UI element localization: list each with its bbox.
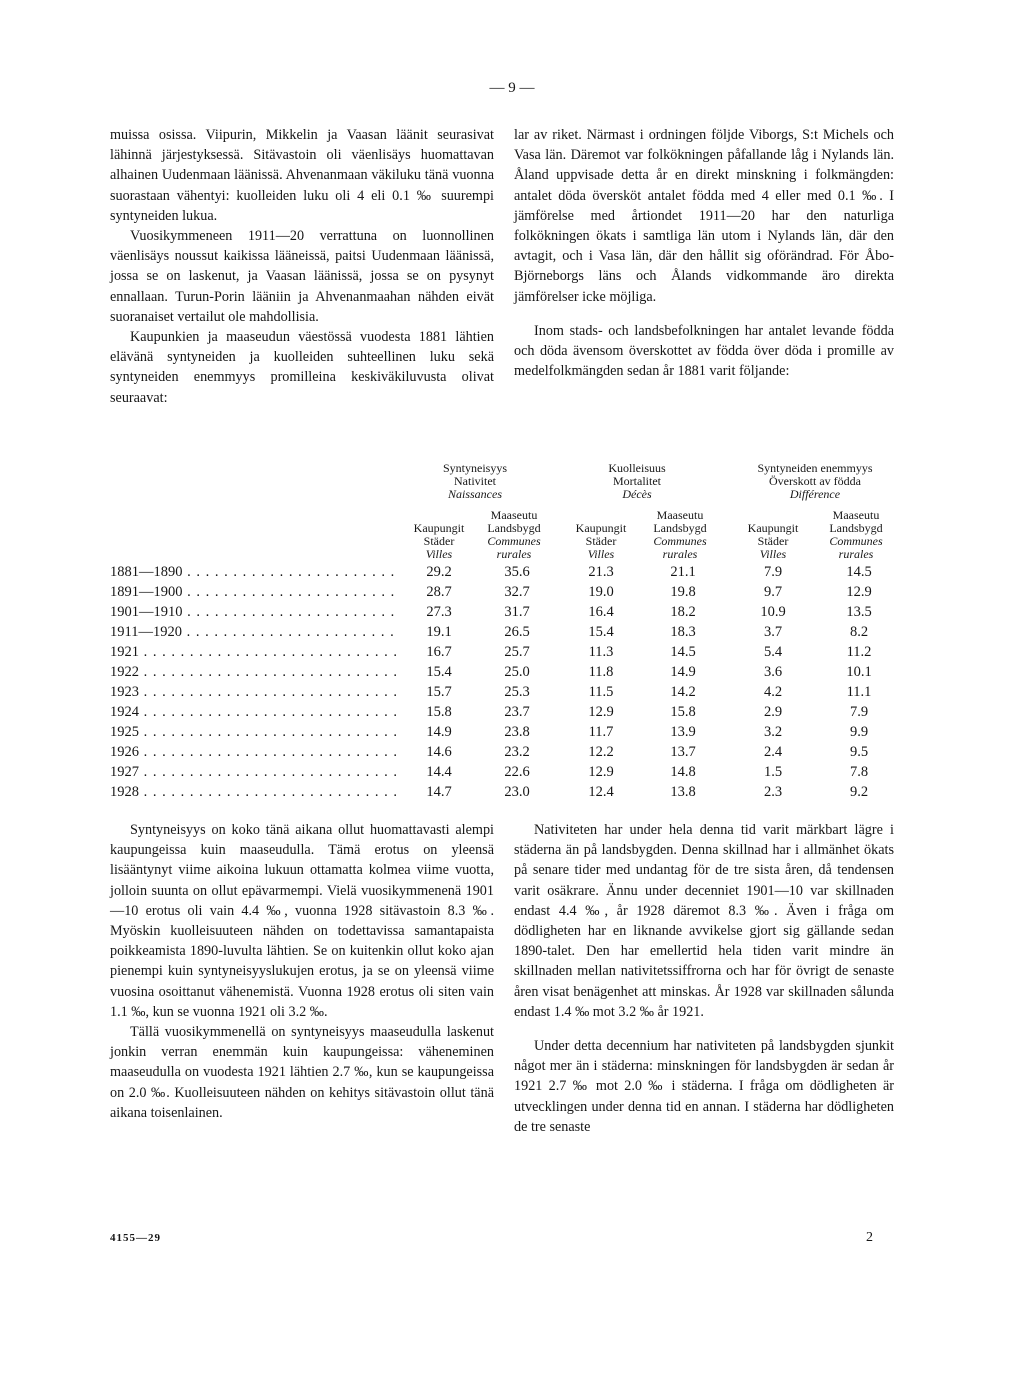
paragraph: Inom stads- och landsbefolkningen har antalet levande födda och döda ävensom överskottet av födda över döda i promille av medelfolkmängden sedan år 1881 varit följande:: [514, 322, 894, 380]
table-row: [110, 622, 900, 642]
paragraph: muissa osissa. Viipurin, Mikkelin ja Vaasan läänit seurasivat lähinnä järjestyksessä. Sitävastoin oli väenlisäys huomattavan alhainen Uudenmaan läänissä. Ahvenanmaan väkiluku tänä vuonna suorastaan vähentyi: kuolleiden luku oli 4 eli 0.1 ‰ suurempi syntyneiden lukua.: [110, 127, 494, 224]
swedish-intro-column: [514, 125, 894, 381]
table-row: [110, 682, 900, 702]
table-row: [110, 562, 900, 582]
table-cell: 19.8: [670, 584, 696, 600]
paragraph: lar av riket. Närmast i ordningen följde Viborgs, S:t Michels och Vasa län. Däremot var folkökningen påfallande låg i Nylands län. Åland uppvisade detta år en direkt minskning i folkmängden: antalet döda översköt antalet födda med 4 eller med 0.1 ‰. I jämförelse med årtiondet 1911—20 har den naturliga folkökningen ökats i samtliga län utom i Nylands län, där den avtagit, och i Vasa län, där den hållit sig oförändrad. För Åbo-Björneborgs läns och Ålands vidkommande äro direkta jämförelser icke möjliga.: [514, 127, 894, 305]
table-row: [110, 742, 900, 762]
table-cell: 4.2: [763, 684, 783, 700]
subheader-urban: Kaupungit Städer Villes: [413, 521, 465, 561]
table-cell: 35.6: [504, 564, 530, 580]
table-cell: 3.6: [763, 664, 783, 680]
table-row: [110, 722, 900, 742]
table-cell: 9.2: [849, 784, 869, 800]
table-cell: 8.2: [849, 624, 869, 640]
table-cell: 11.1: [846, 684, 872, 700]
table-row: [110, 582, 900, 602]
table-row: [110, 662, 900, 682]
table-cell: 14.5: [846, 564, 872, 580]
table-cell: 14.8: [670, 764, 696, 780]
header-natality: Syntyneisyys Nativitet Naissances: [442, 461, 507, 501]
table-cell: 7.9: [849, 704, 869, 720]
table-cell: 5.4: [763, 644, 783, 660]
table-cell: 15.4: [588, 624, 614, 640]
table-cell: 11.2: [846, 644, 872, 660]
table-cell: 23.7: [504, 704, 530, 720]
table-cell: 15.4: [426, 664, 452, 680]
table-cell: 23.0: [504, 784, 530, 800]
row-label: 1922 . . .: [110, 662, 400, 682]
sheet-number: 2: [866, 1230, 873, 1245]
table-cell: 14.4: [426, 764, 452, 780]
table-cell: 7.8: [849, 764, 869, 780]
table-cell: 12.2: [588, 744, 614, 760]
row-label: 1924 . . .: [110, 702, 400, 722]
row-label: 1928 . . .: [110, 782, 400, 802]
table-row: [110, 762, 900, 782]
table-cell: 12.9: [588, 764, 614, 780]
table-cell: 23.8: [504, 724, 530, 740]
row-label: 1923 . . .: [110, 682, 400, 702]
subheader-rural: Maaseutu Landsbygd Communes rurales: [653, 508, 707, 561]
table-cell: 2.9: [763, 704, 783, 720]
row-label: 1925 . . .: [110, 722, 400, 742]
table-cell: 13.5: [846, 604, 872, 620]
table-cell: 14.6: [426, 744, 452, 760]
table-cell: 26.5: [504, 624, 530, 640]
table-cell: 25.0: [504, 664, 530, 680]
table-cell: 31.7: [504, 604, 530, 620]
table-cell: 15.8: [670, 704, 696, 720]
table-cell: 21.3: [588, 564, 614, 580]
table-cell: 11.3: [588, 644, 614, 660]
table-cell: 22.6: [504, 764, 530, 780]
table-cell: 12.9: [588, 704, 614, 720]
table-cell: 14.2: [670, 684, 696, 700]
subheader-rural: Maaseutu Landsbygd Communes rurales: [829, 508, 883, 561]
table-cell: 11.5: [588, 684, 614, 700]
table-cell: 12.9: [846, 584, 872, 600]
paragraph: Tällä vuosikymmenellä on syntyneisyys maaseudulla laskenut jonkin verran enemmän kuin kaupungeissa: väheneminen maaseudulla on vuodesta 1921 lähtien 2.7 ‰, kun se kaupungeissa on 2.0 ‰. Kuolleisuuteen nähden on kehitys sitävastoin ollut tänä aikana toisenlainen.: [110, 1024, 494, 1121]
table-cell: 9.5: [849, 744, 869, 760]
table-cell: 11.7: [588, 724, 614, 740]
print-code: 4155—29: [110, 1232, 161, 1244]
header-difference: Syntyneiden enemmyys Överskott av födda Différence: [757, 461, 873, 501]
paragraph: Vuosikymmeneen 1911—20 verrattuna on luonnollinen väenlisäys noussut kaikissa lääneissä, paitsi Uudenmaan läänissä, jossa se on laskenut, ja Vaasan läänissä, jossa se on pysynyt ennallaan. Turun-Porin lääniin ja Ahvenanmaahan nähden eivät suoranaiset vertailut ole mahdollisia.: [110, 228, 494, 325]
subheader-rural: Maaseutu Landsbygd Communes rurales: [487, 508, 541, 561]
table-cell: 32.7: [504, 584, 530, 600]
table-cell: 10.1: [846, 664, 872, 680]
table-cell: 14.5: [670, 644, 696, 660]
paragraph: Nativiteten har under hela denna tid varit märkbart lägre i städerna än på landsbygden. Denna skillnad har i allmänhet ökats på senare tider med undantag för de tre sista åren, då tendensen varit osäkrare. Ännu under decenniet 1901—10 var skillnaden endast 4.4 ‰, år 1928 däremot 8.3 ‰. Även i fråga om dödligheten har en liknande avvikelse gjort sig gällande sedan 1890-talet. Den har emellertid hela tiden varit mindre än skillnaden mellan nativitetssiffrorna och har för övrigt de senaste åren visat benägenhet att minskas. År 1928 var skillnaden sålunda endast 1.4 ‰ mot 3.2 ‰ år 1921.: [514, 822, 894, 1020]
finnish-intro-column: [110, 125, 494, 408]
row-label: 1926 . . .: [110, 742, 400, 762]
table-cell: 19.1: [426, 624, 452, 640]
table-cell: 1.5: [763, 764, 783, 780]
table-cell: 10.9: [760, 604, 786, 620]
table-cell: 9.7: [763, 584, 783, 600]
table-cell: 18.3: [670, 624, 696, 640]
table-cell: 15.7: [426, 684, 452, 700]
table-cell: 11.8: [588, 664, 614, 680]
table-cell: 27.3: [426, 604, 452, 620]
table-cell: 14.7: [426, 784, 452, 800]
page-number: — 9 —: [489, 80, 535, 96]
row-label: 1921 . . .: [110, 642, 400, 662]
row-label: 1901—1910 . . .: [110, 602, 400, 622]
table-header: [110, 462, 900, 562]
paragraph: Under detta decennium har nativiteten på landsbygden sjunkit något mer än i städerna: minskningen för landsbygden är sedan år 1921 2.7 ‰ mot 2.0 ‰ i städerna. I fråga om dödligheten är utvecklingen under denna tid en annan. I städerna har dödligheten de tre senaste: [514, 1038, 894, 1135]
table-cell: 28.7: [426, 584, 452, 600]
subheader-urban: Kaupungit Städer Villes: [747, 521, 799, 561]
swedish-analysis-column: [514, 820, 894, 1137]
table-cell: 16.4: [588, 604, 614, 620]
table-cell: 13.9: [670, 724, 696, 740]
table-row: [110, 602, 900, 622]
table-cell: 25.3: [504, 684, 530, 700]
finnish-analysis-column: [110, 820, 494, 1123]
table-cell: 21.1: [670, 564, 696, 580]
paragraph: Syntyneisyys on koko tänä aikana ollut huomattavasti alempi kaupungeissa kuin maaseudulla. Tämä erotus on yleensä lisääntynyt viime aikoina lukuun ottamatta kolmea viime vuotta, jolloin suunta on ollut epävarmempi. Vielä vuosikymmenenä 1901—10 erotus oli vain 4.4 ‰, vuonna 1928 sitävastoin 8.3 ‰. Myöskin kuolleisuuteen nähden on todettavissa samantapaista poikkeamista 1890-luvulta lähtien. Se on kuitenkin ollut koko ajan pienempi kuin syntyneisyyslukujen erotus, ja se on yleensä viime vuosina osoittanut vähenemistä. Vuonna 1928 erotus oli siten vain 1.1 ‰, kun se vuonna 1921 oli 3.2 ‰.: [110, 822, 494, 1020]
table-cell: 12.4: [588, 784, 614, 800]
table-row: [110, 642, 900, 662]
table-cell: 18.2: [670, 604, 696, 620]
row-label: 1911—1920 . . .: [110, 622, 400, 642]
row-label: 1881—1890 . . .: [110, 562, 400, 582]
table-cell: 9.9: [849, 724, 869, 740]
table-cell: 2.4: [763, 744, 783, 760]
table-cell: 13.8: [670, 784, 696, 800]
table-cell: 19.0: [588, 584, 614, 600]
table-cell: 14.9: [670, 664, 696, 680]
table-cell: 3.2: [763, 724, 783, 740]
table-cell: 3.7: [763, 624, 783, 640]
paragraph: Kaupunkien ja maaseudun väestössä vuodesta 1881 lähtien elävänä syntyneiden ja kuolleiden suhteellinen luku sekä syntyneiden enemmyys promilleina keskiväkiluvusta olivat seuraavat:: [110, 329, 494, 406]
table-cell: 25.7: [504, 644, 530, 660]
table-cell: 15.8: [426, 704, 452, 720]
table-cell: 13.7: [670, 744, 696, 760]
table-cell: 23.2: [504, 744, 530, 760]
subheader-urban: Kaupungit Städer Villes: [575, 521, 627, 561]
table-cell: 29.2: [426, 564, 452, 580]
table-cell: 2.3: [763, 784, 783, 800]
row-label: 1891—1900 . . .: [110, 582, 400, 602]
table-cell: 7.9: [763, 564, 783, 580]
table-cell: 14.9: [426, 724, 452, 740]
table-row: [110, 782, 900, 802]
table-cell: 16.7: [426, 644, 452, 660]
header-mortality: Kuolleisuus Mortalitet Décès: [608, 461, 666, 501]
table-row: [110, 702, 900, 722]
row-label: 1927 . . .: [110, 762, 400, 782]
vital-statistics-table: [110, 562, 900, 802]
